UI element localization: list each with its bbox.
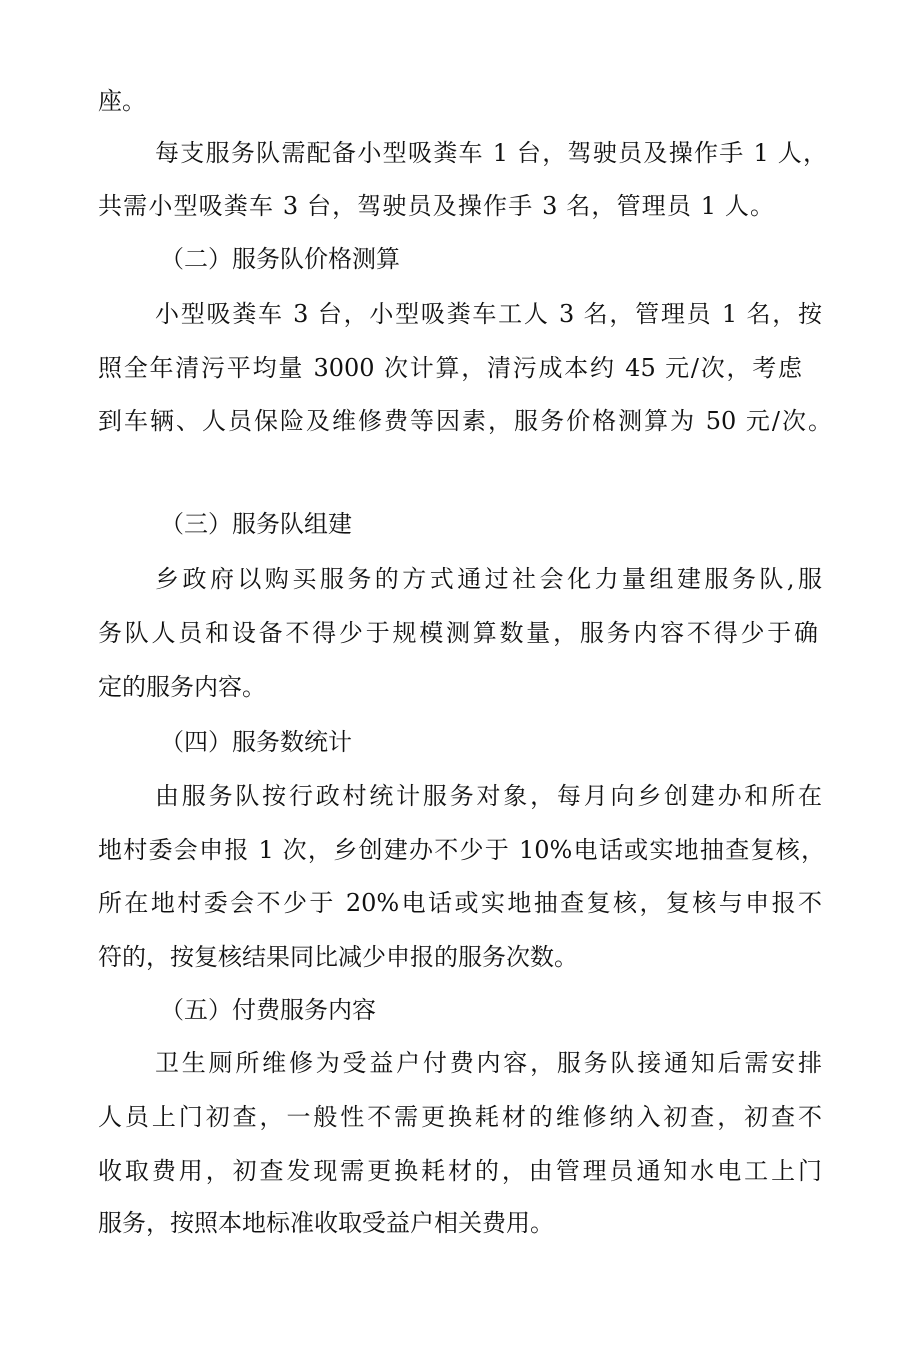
section-heading: （五）付费服务内容 <box>160 996 376 1024</box>
section-heading: （四）服务数统计 <box>160 728 352 756</box>
paragraph-line: 务队人员和设备不得少于规模测算数量，服务内容不得少于确 <box>98 619 818 647</box>
paragraph-line: 人员上门初查，一般性不需更换耗材的维修纳入初查，初查不 <box>98 1103 822 1131</box>
paragraph-line: 所在地村委会不少于 20%电话或实地抽查复核，复核与申报不 <box>98 889 822 917</box>
paragraph-line: 地村委会申报 1 次，乡创建办不少于 10%电话或实地抽查复核， <box>98 836 825 864</box>
paragraph-line: 收取费用，初查发现需更换耗材的，由管理员通知水电工上门 <box>98 1157 822 1185</box>
paragraph-line: 服务，按照本地标准收取受益户相关费用。 <box>98 1209 554 1237</box>
section-heading: （三）服务队组建 <box>160 510 352 538</box>
paragraph-line: 到车辆、人员保险及维修费等因素，服务价格测算为 50 元/次。 <box>98 407 832 435</box>
paragraph-line: 每支服务队需配备小型吸粪车 1 台，驾驶员及操作手 1 人， <box>155 139 827 167</box>
paragraph-line: 符的，按复核结果同比减少申报的服务次数。 <box>98 943 578 971</box>
paragraph-line: 定的服务内容。 <box>98 673 266 701</box>
paragraph-line: 卫生厕所维修为受益户付费内容，服务队接通知后需安排 <box>155 1049 822 1077</box>
paragraph-line: 照全年清污平均量 3000 次计算，清污成本约 45 元/次，考虑 <box>98 354 802 382</box>
section-heading: （二）服务队价格测算 <box>160 245 400 273</box>
paragraph-line: 小型吸粪车 3 台，小型吸粪车工人 3 名，管理员 1 名，按 <box>155 300 822 328</box>
paragraph-line: 共需小型吸粪车 3 台，驾驶员及操作手 3 名，管理员 1 人。 <box>98 192 774 220</box>
paragraph-line: 座。 <box>98 87 146 115</box>
paragraph-line: 乡政府以购买服务的方式通过社会化力量组建服务队,服 <box>155 565 822 593</box>
paragraph-line: 由服务队按行政村统计服务对象，每月向乡创建办和所在 <box>155 782 822 810</box>
